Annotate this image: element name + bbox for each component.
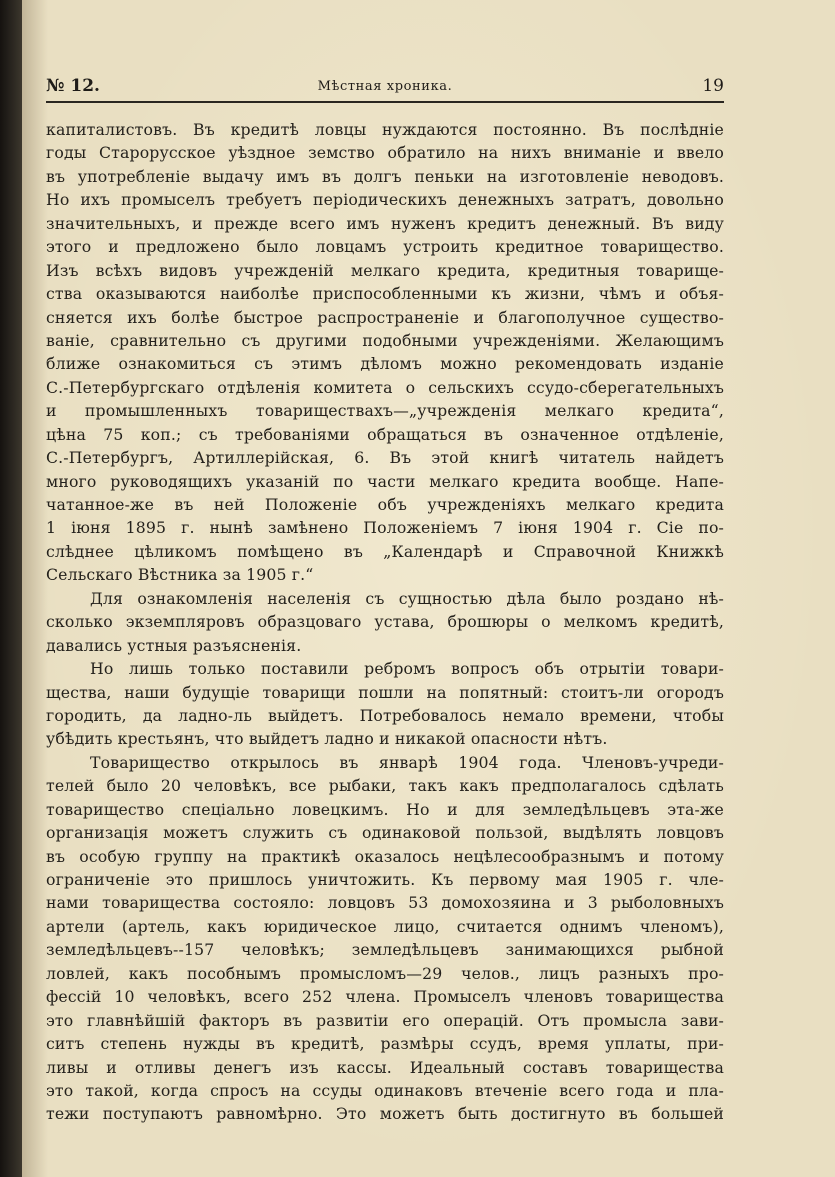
text-line: 1 іюня 1895 г. нынѣ замѣнено Положеніемъ 7 іюня 1904 г. Сіе по- [46, 518, 724, 538]
issue-number: № 12. [46, 76, 100, 96]
text-line: земледѣльцевъ--157 человѣкъ; земледѣльцевъ занимающихся рыбной [46, 940, 724, 960]
text-line: Но ихъ промыселъ требуетъ періодическихъ денежныхъ затратъ, довольно [46, 190, 724, 210]
text-line: сколько экземпляровъ образцоваго устава, брошюры о мелкомъ кредитѣ, [46, 612, 724, 632]
text-line: цѣна 75 коп.; съ требованіями обращаться въ означенное отдѣленіе, [46, 424, 724, 444]
text-line: нами товарищества состояло: ловцовъ 53 домохозяина и 3 рыболовныхъ [46, 893, 724, 913]
text-line: С.-Петербургскаго отдѣленія комитета о сельскихъ ссудо-сберегательныхъ [46, 377, 724, 397]
text-line: много руководящихъ указаній по части мелкаго кредита вообще. Напе- [46, 471, 724, 491]
text-line: щества, наши будущіе товарищи пошли на попятный: стоитъ-ли огородъ [46, 682, 724, 702]
text-line: чатанное-же въ ней Положеніе объ учрежденіяхъ мелкаго кредита [46, 495, 724, 514]
page-number: 19 [702, 76, 724, 96]
text-line: Для ознакомленія населенія съ сущностью дѣла было роздано нѣ- [90, 588, 724, 608]
text-line: Изъ всѣхъ видовъ учрежденій мелкаго кредита, кредитныя товарище- [46, 260, 724, 280]
text-line: это главнѣйшій факторъ въ развитіи его операцій. Отъ промысла зави- [46, 1010, 724, 1030]
book-spine-shadow [0, 0, 22, 1177]
text-line: ства оказываются наиболѣе приспособленными къ жизни, чѣмъ и объя- [46, 284, 724, 304]
running-head [46, 74, 724, 100]
text-line: и промышленныхъ товариществахъ—„учрежденія мелкаго кредита“, [46, 401, 724, 421]
text-line: въ особую группу на практикѣ оказалось нецѣлесообразнымъ и потому [46, 846, 724, 866]
text-line: ограниченіе это пришлось уничтожить. Къ первому мая 1905 г. чле- [46, 870, 724, 889]
text-line: ливы и отливы денегъ изъ кассы. Идеальный составъ товарищества [46, 1057, 724, 1077]
text-line: тежи поступаютъ равномѣрно. Это можетъ быть достигнуто въ большей [46, 1104, 724, 1124]
text-line: Сельскаго Вѣстника за 1905 г.“ [46, 565, 314, 585]
text-line: Товарищество открылось въ январѣ 1904 года. Членовъ-учреди- [90, 752, 724, 772]
text-line: сняется ихъ болѣе быстрое распространеніе и благополучное существо- [46, 307, 724, 327]
text-line: значительныхъ, и прежде всего имъ нуженъ кредитъ денежный. Въ виду [46, 213, 724, 233]
header-rule [46, 101, 724, 103]
text-line: фессій 10 человѣкъ, всего 252 члена. Промыселъ членовъ товарищества [46, 987, 724, 1007]
text-line: въ употребленіе выдачу имъ въ долгъ пеньки на изготовленіе неводовъ. [46, 166, 724, 186]
text-line: С.-Петербургъ, Артиллерійская, 6. Въ этой книгѣ читатель найдетъ [46, 448, 724, 468]
text-line: ситъ степень нужды въ кредитѣ, размѣры ссудъ, время уплаты, при- [46, 1034, 724, 1054]
text-line: товарищество спеціально ловецкимъ. Но и для земледѣльцевъ эта-же [46, 799, 724, 819]
text-line: этого и предложено было ловцамъ устроить кредитное товарищество. [46, 237, 724, 257]
text-line: годы Старорусское уѣздное земство обратило на нихъ вниманіе и ввело [46, 143, 724, 163]
text-line: Но лишь только поставили ребромъ вопросъ объ отрытіи товари- [90, 659, 724, 679]
text-line: это такой, когда спросъ на ссуды одинаковъ втеченіе всего года и пла- [46, 1080, 724, 1100]
text-line: ловлей, какъ пособнымъ промысломъ—29 челов., лицъ разныхъ про- [46, 963, 724, 983]
text-line: телей было 20 человѣкъ, все рыбаки, такъ какъ предполагалось сдѣлать [46, 776, 724, 796]
section-title: Мѣстная хроника. [317, 79, 453, 94]
text-line: городить, да ладно-ль выйдетъ. Потребовалось немало времени, чтобы [46, 705, 724, 725]
text-line: ближе ознакомиться съ этимъ дѣломъ можно рекомендовать изданіе [46, 354, 724, 374]
text-line: капиталистовъ. Въ кредитѣ ловцы нуждаются постоянно. Въ послѣдніе [46, 120, 724, 139]
text-line: давались устныя разъясненія. [46, 635, 302, 655]
text-line: ваніе, сравнительно съ другими подобными учрежденіями. Желающимъ [46, 330, 724, 350]
text-line: организація можетъ служить съ одинаковой пользой, выдѣлять ловцовъ [46, 823, 724, 843]
body-text [46, 118, 724, 1126]
text-line: убѣдить крестьянъ, что выйдетъ ладно и никакой опасности нѣтъ. [46, 729, 608, 749]
text-line: слѣднее цѣликомъ помѣщено въ „Календарѣ и Справочной Книжкѣ [46, 541, 724, 561]
text-line: артели (артель, какъ юридическое лицо, считается однимъ членомъ), [46, 916, 724, 936]
book-page [22, 0, 835, 1177]
